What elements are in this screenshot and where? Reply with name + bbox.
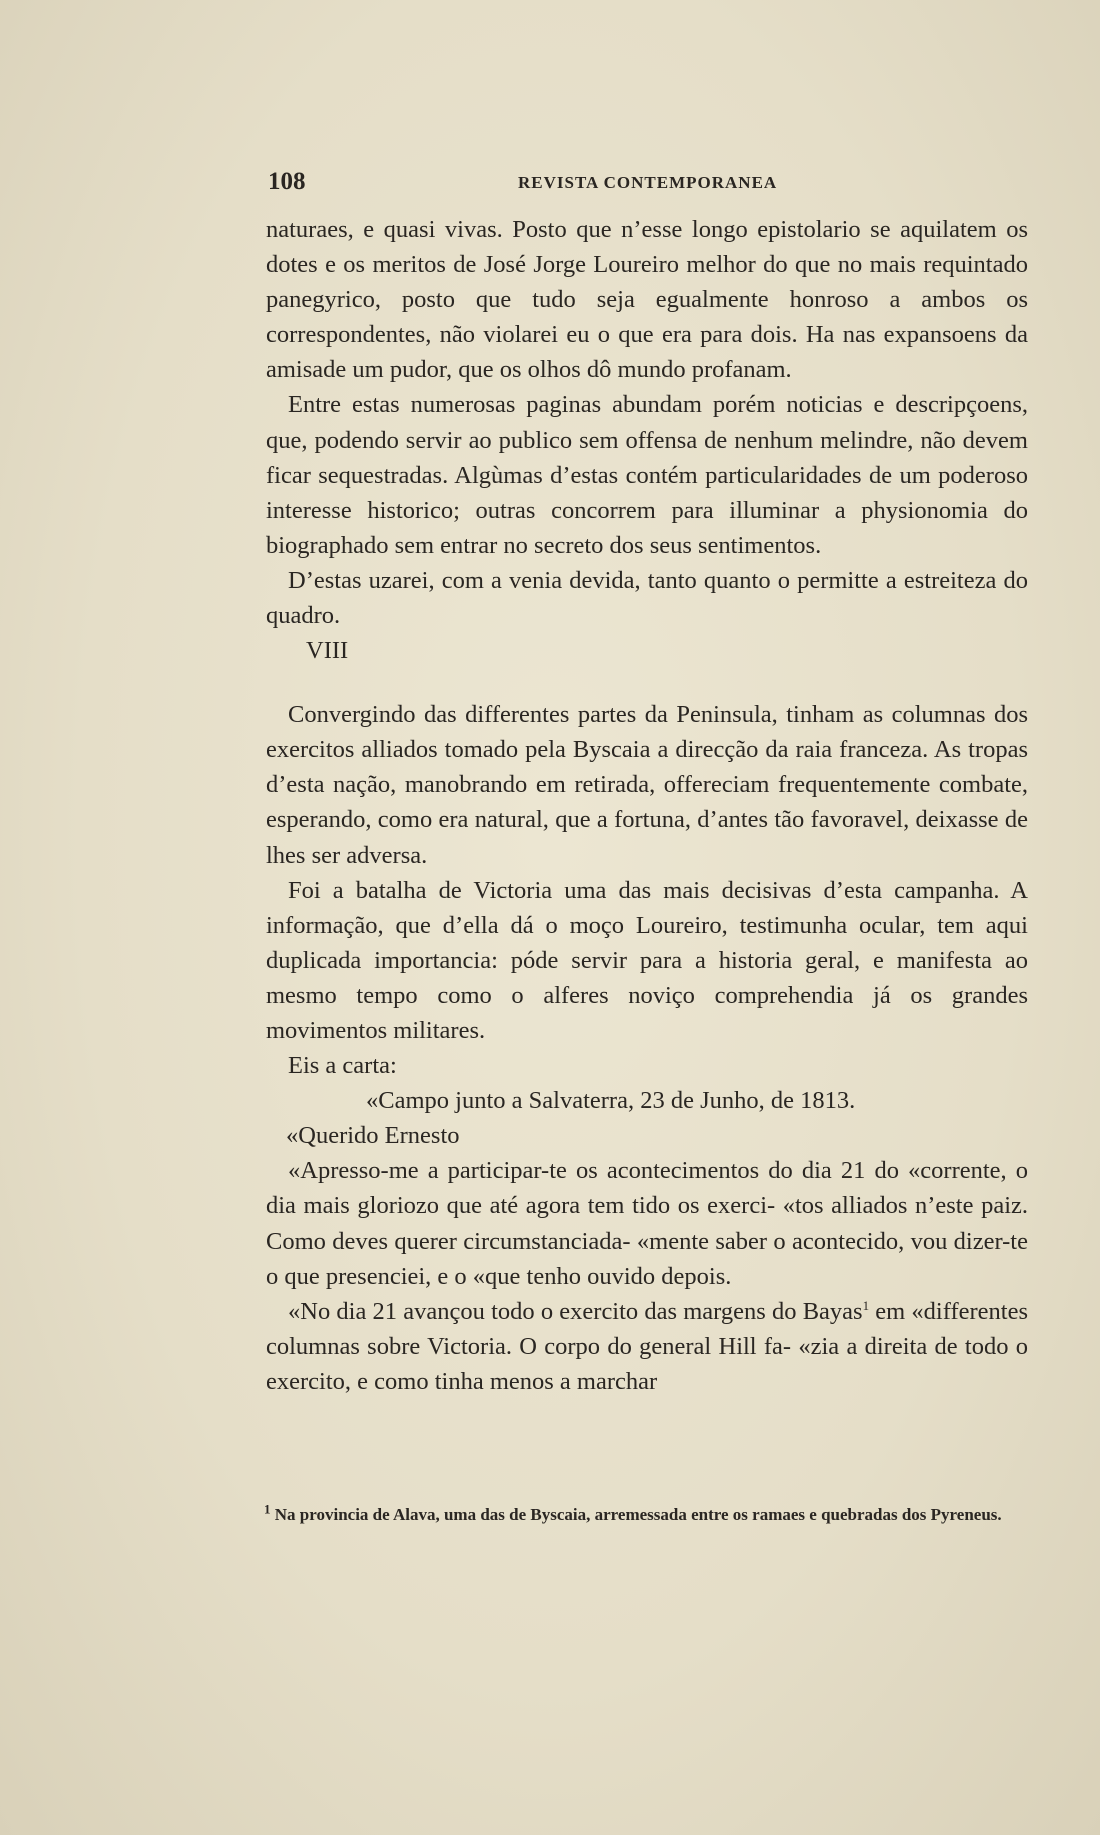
paragraph-8 [266, 1294, 1028, 1399]
running-title: REVISTA CONTEMPORANEA [518, 173, 778, 192]
body-text [266, 212, 1028, 1399]
page-header [268, 168, 1028, 198]
footnotes [254, 1502, 1028, 1528]
letter-salutation: «Querido Ernesto [286, 1122, 460, 1150]
footnote-mark: 1 [264, 1501, 271, 1517]
paragraph-1: naturaes, e quasi vivas. Posto que n’esse longo epistolario se aquilatem os dotes e os meritos de José Jorge Loureiro melhor do que no mais requintado panegyrico, posto que tudo seja egualmente honroso a ambos os correspondentes, não violarei eu o que era para dois. Ha nas expansoens da amisade um pudor, que os olhos dô mundo profanam. [266, 216, 1028, 384]
section-heading: VIII [306, 637, 349, 665]
paragraph-2: Entre estas numerosas paginas abundam porém noticias e descripçoens, que, podendo servir ao publico sem offensa de nenhum melindre, não devem ficar sequestradas. Algùmas d’estas contém particularidades de um poderoso interesse historico; outras concorrem para illuminar a physionomia do biographado sem entrar no secreto dos seus sentimentos. [266, 391, 1028, 559]
footnote-1 [254, 1502, 1028, 1528]
footnote-text: Na provincia de Alava, uma das de Byscaia, arremessada entre os ramaes e quebradas dos Pyreneus. [270, 1505, 1002, 1524]
paragraph-8-end: em «differentes columnas sobre Victoria. O corpo do general Hill fa- «zia a direita de todo o exercito, e como tinha menos a marchar [266, 1297, 1028, 1395]
paragraph-8-start: «No dia 21 avançou todo o exercito das margens do Bayas [288, 1297, 863, 1325]
paragraph-4: Convergindo das differentes partes da Peninsula, tinham as columnas dos exercitos alliados tomado pela Byscaia a direcção da raia franceza. As tropas d’esta nação, manobrando em retirada, offereciam frequentemente combate, esperando, como era natural, que a fortuna, d’antes tão favoravel, deixasse de lhes ser adversa. [266, 701, 1028, 869]
paragraph-6: Eis a carta: [288, 1052, 397, 1080]
letter-dateline: «Campo junto a Salvaterra, 23 de Junho, de 1813. [366, 1087, 856, 1115]
paragraph-7: «Apresso-me a participar-te os acontecimentos do dia 21 do «corrente, o dia mais gloriozo que até agora tem tido os exerci- «tos alliados n’este paiz. Como deves querer circumstanciada- «mente saber o acontecido, vou dizer-te o que presenciei, e o «que tenho ouvido depois. [266, 1157, 1028, 1290]
paragraph-5: Foi a batalha de Victoria uma das mais decisivas d’esta campanha. A informação, que d’ella dá o moço Loureiro, testimunha ocular, tem aqui duplicada importancia: póde servir para a historia geral, e manifesta ao mesmo tempo como o alferes noviço comprehendia já os grandes movimentos militares. [266, 876, 1028, 1044]
footnote-reference: 1 [862, 1297, 870, 1313]
page-number: 108 [268, 168, 306, 195]
paragraph-3: D’estas uzarei, com a venia devida, tanto quanto o permitte a estreiteza do quadro. [266, 566, 1028, 630]
